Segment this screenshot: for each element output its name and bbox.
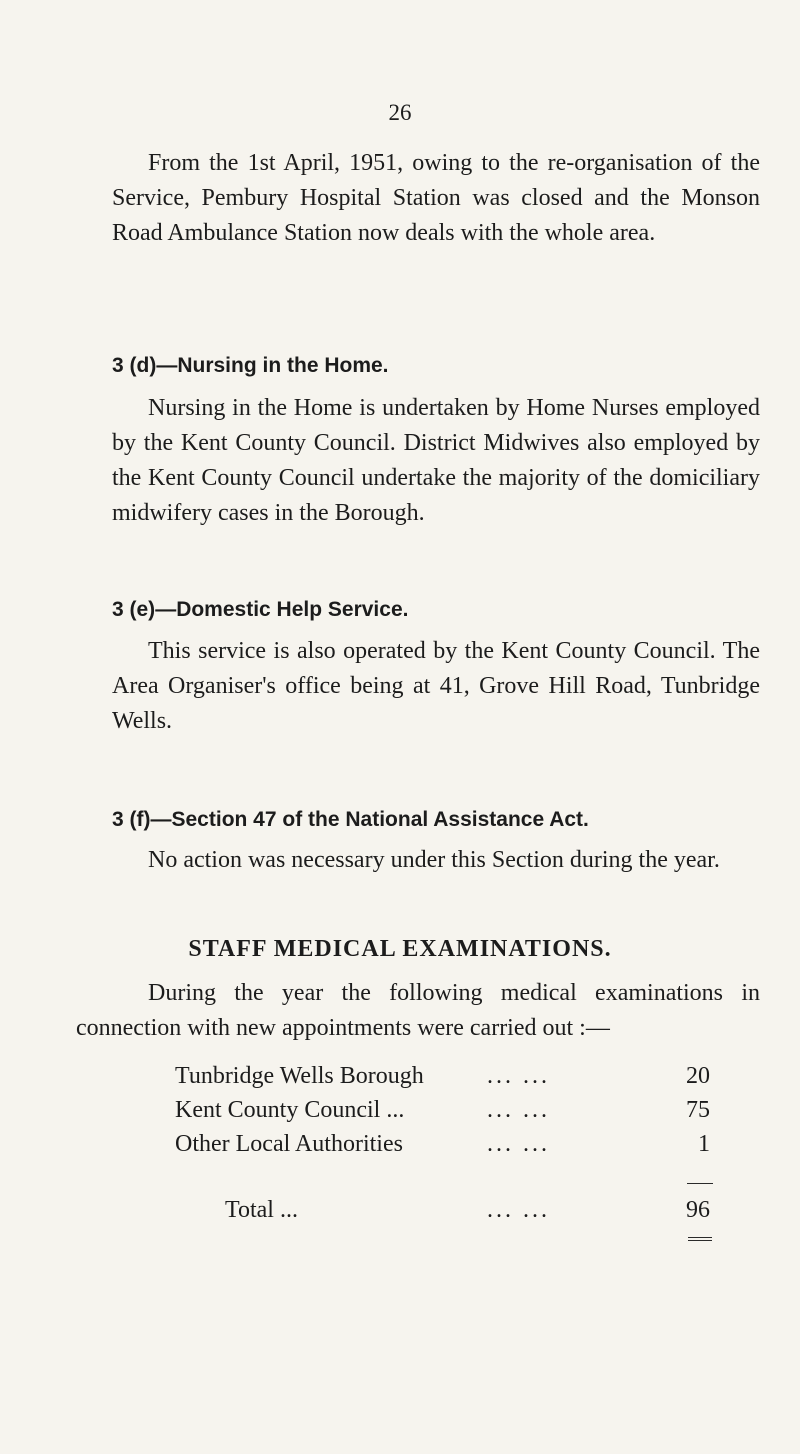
staff-exams-intro: During the year the following medical examinations in connection with new appointments were carried out :— xyxy=(76,980,760,1041)
staff-exams-title: STAFF MEDICAL EXAMINATIONS. xyxy=(188,936,612,962)
total-double-rule-bottom xyxy=(688,1240,712,1241)
section-heading-nursing xyxy=(112,354,389,378)
intro-paragraph: From the 1st April, 1951, owing to the re-organisation of the Service, Pembury Hospital Station was closed and the Monson Road Ambulance Station now deals with the whole area. xyxy=(112,150,760,246)
section-number: 3 (f) xyxy=(112,808,151,831)
row-leader-dots: ... ... xyxy=(487,1063,550,1089)
row-value: 75 xyxy=(686,1097,710,1123)
total-double-rule-top xyxy=(688,1237,712,1238)
row-label: Kent County Council ... xyxy=(175,1097,405,1123)
total-label: Total ... xyxy=(225,1197,298,1223)
table-row xyxy=(175,1097,710,1127)
section-heading-national-assistance xyxy=(112,808,589,832)
section-heading-domestic-help xyxy=(112,598,408,622)
table-row xyxy=(175,1063,710,1093)
section-number: 3 (e) xyxy=(112,598,156,621)
total-row xyxy=(175,1197,710,1227)
page-number: 26 xyxy=(388,100,412,125)
row-value: 20 xyxy=(686,1063,710,1089)
row-value: 1 xyxy=(698,1131,710,1157)
subtotal-rule xyxy=(687,1183,713,1184)
section-body-national-assistance: No action was necessary under this Section during the year. xyxy=(148,847,720,873)
row-label: Tunbridge Wells Borough xyxy=(175,1063,424,1089)
row-label: Other Local Authorities xyxy=(175,1131,403,1157)
row-leader-dots: ... ... xyxy=(487,1131,550,1157)
section-body-domestic-help: This service is also operated by the Kent County Council. The Area Organiser's office being at 41, Grove Hill Road, Tunbridge Wells. xyxy=(112,638,760,734)
section-body-nursing: Nursing in the Home is undertaken by Home Nurses employed by the Kent County Council. District Midwives also employed by the Kent County Council undertake the majority of the domiciliary midwifery cases in the Borough. xyxy=(112,395,760,526)
section-number: 3 (d) xyxy=(112,354,157,377)
table-row xyxy=(175,1131,710,1161)
total-value: 96 xyxy=(686,1197,710,1223)
row-leader-dots: ... ... xyxy=(487,1097,550,1123)
section-title: —Domestic Help Service. xyxy=(155,598,409,621)
total-leader-dots: ... ... xyxy=(487,1197,550,1223)
section-title: —Section 47 of the National Assistance Act. xyxy=(150,808,589,831)
section-title: —Nursing in the Home. xyxy=(156,354,389,377)
